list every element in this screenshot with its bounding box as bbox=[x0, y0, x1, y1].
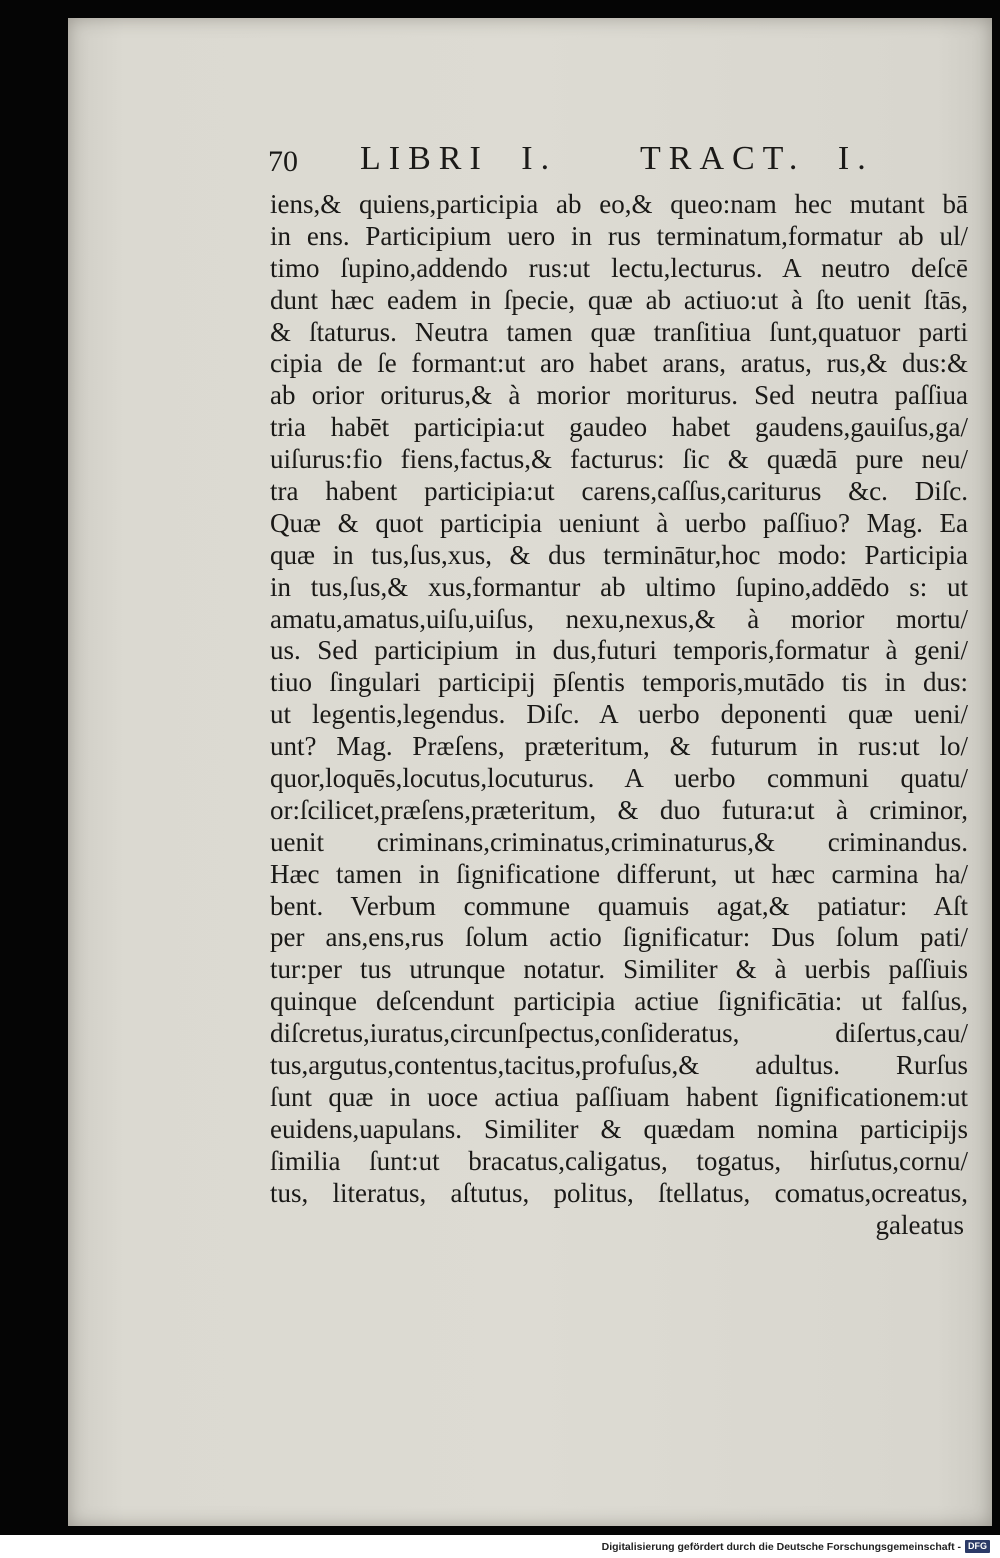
text-line: uenit criminans,criminatus,criminaturus,& criminandus. bbox=[270, 826, 968, 857]
text-line: us. Sed participium in dus,futuri temporis,formatur à geni/ bbox=[270, 635, 968, 666]
text-line: quæ in tus,ſus,xus, & dus terminātur,hoc modo: Participia bbox=[270, 539, 968, 570]
text-line: uiſurus:fio fiens,factus,& facturus: ſic & quædā pure neu/ bbox=[270, 444, 968, 475]
text-line: cipia de ſe formant:ut aro habet arans, aratus, rus,& dus:& bbox=[270, 348, 968, 379]
text-line: unt? Mag. Præſens, præteritum, & futurum in rus:ut lo/ bbox=[270, 731, 968, 762]
footer-credit-text: Digitalisierung gefördert durch die Deutsche Forschungsgemeinschaft - bbox=[601, 1540, 961, 1553]
text-line: quinque deſcendunt participia actiue ſignificātia: ut falſus, bbox=[270, 986, 968, 1017]
text-line: tus, literatus, aſtutus, politus, ſtellatus, comatus,ocreatus, bbox=[270, 1177, 968, 1208]
text-line: dunt hæc eadem in ſpecie, quæ ab actiuo:ut à ſto uenit ſtās, bbox=[270, 284, 968, 315]
catchword: galeatus bbox=[875, 1209, 964, 1240]
running-head-book: LIBRI I. bbox=[360, 140, 558, 177]
text-line: tiuo ſingulari participij p̄ſentis temporis,mutādo tis in dus: bbox=[270, 667, 968, 698]
digitization-footer bbox=[0, 1535, 1000, 1558]
text-line: ut legentis,legendus. Diſc. A uerbo deponenti quæ ueni/ bbox=[270, 699, 968, 730]
text-line: in tus,ſus,& xus,formantur ab ultimo ſupino,addēdo s: ut bbox=[270, 571, 968, 602]
text-line: & ſtaturus. Neutra tamen quæ tranſitiua ſunt,quatuor parti bbox=[270, 316, 968, 347]
text-line: diſcretus,iuratus,circunſpectus,conſideratus, diſertus,cau/ bbox=[270, 1018, 968, 1049]
text-line: or:ſcilicet,præſens,præteritum, & duo futura:ut à criminor, bbox=[270, 794, 968, 825]
body-text bbox=[270, 189, 968, 1241]
text-line: euidens,uapulans. Similiter & quædam nomina participijs bbox=[270, 1113, 968, 1144]
running-head-tract: TRACT. I. bbox=[640, 140, 874, 177]
text-line: tria habēt participia:ut gaudeo habet gaudens,gauiſus,ga/ bbox=[270, 412, 968, 443]
text-line: amatu,amatus,uiſu,uiſus, nexu,nexus,& à morior mortu/ bbox=[270, 603, 968, 634]
text-line: timo ſupino,addendo rus:ut lectu,lecturus. A neutro deſcē bbox=[270, 252, 968, 283]
text-line: quor,loquēs,locutus,locuturus. A uerbo communi quatu/ bbox=[270, 763, 968, 794]
text-line: bent. Verbum commune quamuis agat,& patiatur: Aſt bbox=[270, 890, 968, 921]
text-line: ſimilia ſunt:ut bracatus,caligatus, togatus, hirſutus,cornu/ bbox=[270, 1145, 968, 1176]
text-line: Hæc tamen in ſignificatione differunt, ut hæc carmina ha/ bbox=[270, 858, 968, 889]
text-line: per ans,ens,rus ſolum actio ſignificatur: Dus ſolum pati/ bbox=[270, 922, 968, 953]
text-line: tra habent participia:ut carens,caſſus,cariturus &c. Diſc. bbox=[270, 476, 968, 507]
text-line: ſunt quæ in uoce actiua paſſiuam habent ſignificationem:ut bbox=[270, 1081, 968, 1112]
dfg-logo-icon: DFG bbox=[965, 1540, 990, 1553]
text-line: in ens. Participium uero in rus terminatum,formatur ab ul/ bbox=[270, 220, 968, 251]
footer-credit-group bbox=[602, 1540, 990, 1553]
text-line: Quæ & quot participia ueniunt à uerbo paſſiuo? Mag. Ea bbox=[270, 507, 968, 538]
text-line: iens,& quiens,participia ab eo,& queo:nam hec mutant bā bbox=[270, 189, 968, 219]
text-line: tus,argutus,contentus,tacitus,profuſus,& adultus. Rurſus bbox=[270, 1050, 968, 1081]
text-line: ab orior oriturus,& à morior moriturus. Sed neutra paſſiua bbox=[270, 380, 968, 411]
page-number: 70 bbox=[268, 145, 298, 178]
text-line: tur:per tus utrunque notatur. Similiter & à uerbis paſſiuis bbox=[270, 954, 968, 985]
